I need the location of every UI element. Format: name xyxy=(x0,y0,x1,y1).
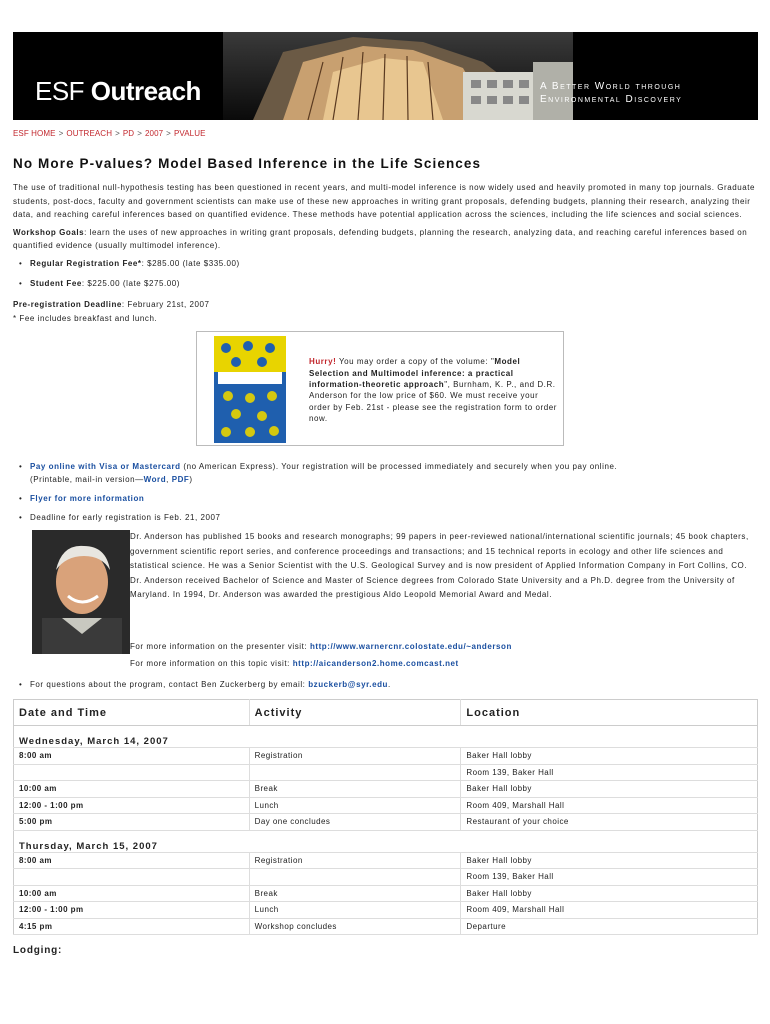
book-offer-box xyxy=(196,331,564,446)
day-row: Thursday, March 15, 2007 xyxy=(14,830,758,852)
page-title: No More P-values? Model Based Inference in the Life Sciences xyxy=(13,156,482,171)
word-form-link[interactable]: Word xyxy=(143,475,167,485)
table-row: 10:00 am Break Baker Hall lobby xyxy=(14,781,758,798)
flyer-item xyxy=(13,492,758,505)
table-row: 10:00 am Break Baker Hall lobby xyxy=(14,885,758,902)
contact-item: • For questions about the program, contact Ben Zuckerberg by email: bzuckerb@syr.edu. xyxy=(13,678,758,691)
building-photo xyxy=(223,32,573,120)
book-cover-image xyxy=(214,336,286,443)
book-offer-text: Hurry! You may order a copy of the volume: "Model Selection and Multimodel inference: a practical information-theoretic approach", Burnham, K. P., and D.R. Anderson for the low price of $60. We must receive your order by Feb. 21st - please see the registration form to order now. xyxy=(309,357,557,424)
presenter-link[interactable]: http://www.warnercnr.colostate.edu/~anderson xyxy=(309,642,512,652)
breadcrumb-2007[interactable]: 2007 xyxy=(144,129,164,138)
flyer-link[interactable]: Flyer for more information xyxy=(30,494,145,504)
table-row: 12:00 - 1:00 pm Lunch Room 409, Marshall Hall xyxy=(14,902,758,919)
breadcrumb-pd[interactable]: PD xyxy=(122,129,135,138)
site-banner xyxy=(13,32,758,120)
preregistration-deadline: Pre-registration Deadline: February 21st, 2007 xyxy=(13,299,210,309)
breadcrumb-pvalue[interactable]: PVALUE xyxy=(173,129,206,138)
early-deadline-item: • Deadline for early registration is Feb. 21, 2007 xyxy=(13,511,758,524)
table-row: 8:00 am Registration Baker Hall lobby xyxy=(14,852,758,869)
header-location: Location xyxy=(461,700,758,726)
site-tagline: A Better World through Environmental Discovery xyxy=(540,81,683,105)
day-row: Wednesday, March 14, 2007 xyxy=(14,726,758,748)
fee-list xyxy=(13,258,758,290)
intro-paragraph: The use of traditional null-hypothesis testing has been questioned in recent years, and multi-model inference is now widely used and heavily promoted in many top journals. Graduate students, post-docs, faculty and government scientists can make use of these new approaches in writing grant proposals, defending budgets, planning their research, analyzing their data, and reaching careful inferences based on quantified evidence. These methods have potential application across the sciences, including the life sciences and social sciences. xyxy=(13,183,756,220)
header-date-time: Date and Time xyxy=(14,700,250,726)
breadcrumb-outreach[interactable]: OUTREACH xyxy=(66,129,113,138)
regular-fee: • Regular Registration Fee*: $285.00 (late $335.00) xyxy=(13,258,758,270)
presenter-info: For more information on the presenter visit: http://www.warnercnr.colostate.edu/~anderson xyxy=(130,642,512,652)
registration-links xyxy=(13,460,758,524)
table-row: 8:00 am Registration Baker Hall lobby xyxy=(14,748,758,765)
table-row: Room 139, Baker Hall xyxy=(14,869,758,886)
site-logo[interactable]: ESF Outreach xyxy=(35,76,201,106)
fee-note: * Fee includes breakfast and lunch. xyxy=(13,313,158,323)
presenter-photo xyxy=(32,530,130,654)
table-row: Room 139, Baker Hall xyxy=(14,764,758,781)
table-row: 4:15 pm Workshop concludes Departure xyxy=(14,918,758,935)
topic-info: For more information on this topic visit: http://aicanderson2.home.comcast.net xyxy=(130,659,459,669)
page xyxy=(13,32,758,956)
schedule-table xyxy=(13,699,758,935)
lodging-heading: Lodging: xyxy=(13,945,63,957)
contact-list xyxy=(13,678,758,691)
schedule-header-row xyxy=(14,700,758,726)
topic-link[interactable]: http://aicanderson2.home.comcast.net xyxy=(292,659,459,669)
header-activity: Activity xyxy=(249,700,461,726)
breadcrumb: ESF HOME > OUTREACH > PD > 2007 > PVALUE xyxy=(13,129,206,138)
contact-email-link[interactable]: bzuckerb@syr.edu xyxy=(308,680,388,690)
workshop-goals: Workshop Goals: learn the uses of new approaches in writing grant proposals, defending budgets, planning the research, analyzing data, and reaching careful inferences based on quantified evidence (usually multimodel inference). xyxy=(13,227,748,251)
pdf-form-link[interactable]: PDF xyxy=(171,475,190,485)
pay-online-item: • Pay online with Visa or Mastercard (no American Express). Your registration will be processed immediately and securely when you pay online. (Printable, mail-in version—Word, PDF) xyxy=(13,460,758,486)
breadcrumb-esf-home[interactable]: ESF HOME xyxy=(13,129,56,138)
presenter-bio-text: Dr. Anderson has published 15 books and research monographs; 99 papers in peer-reviewed national/international scientific journals; 45 book chapters, government scientific report series, and conference proceedings and transactions; and 15 technical reports in ecology and other life sciences and statistical science. He was a Senior Scientist with the U.S. Geological Survey and is now president of Applied Information Company in Fort Collins, CO. Dr. Anderson received Bachelor of Science and Master of Science degrees from Colorado State University and a Ph.D. degree from the University of Maryland. In 1994, Dr. Anderson was awarded the prestigious Aldo Leopold Memorial Award and Medal. xyxy=(130,532,749,600)
presenter-bio xyxy=(13,530,758,668)
student-fee: • Student Fee: $225.00 (late $275.00) xyxy=(13,278,758,290)
table-row: 5:00 pm Day one concludes Restaurant of your choice xyxy=(14,814,758,831)
table-row: 12:00 - 1:00 pm Lunch Room 409, Marshall Hall xyxy=(14,797,758,814)
pay-online-link[interactable]: Pay online with Visa or Mastercard xyxy=(30,462,181,472)
